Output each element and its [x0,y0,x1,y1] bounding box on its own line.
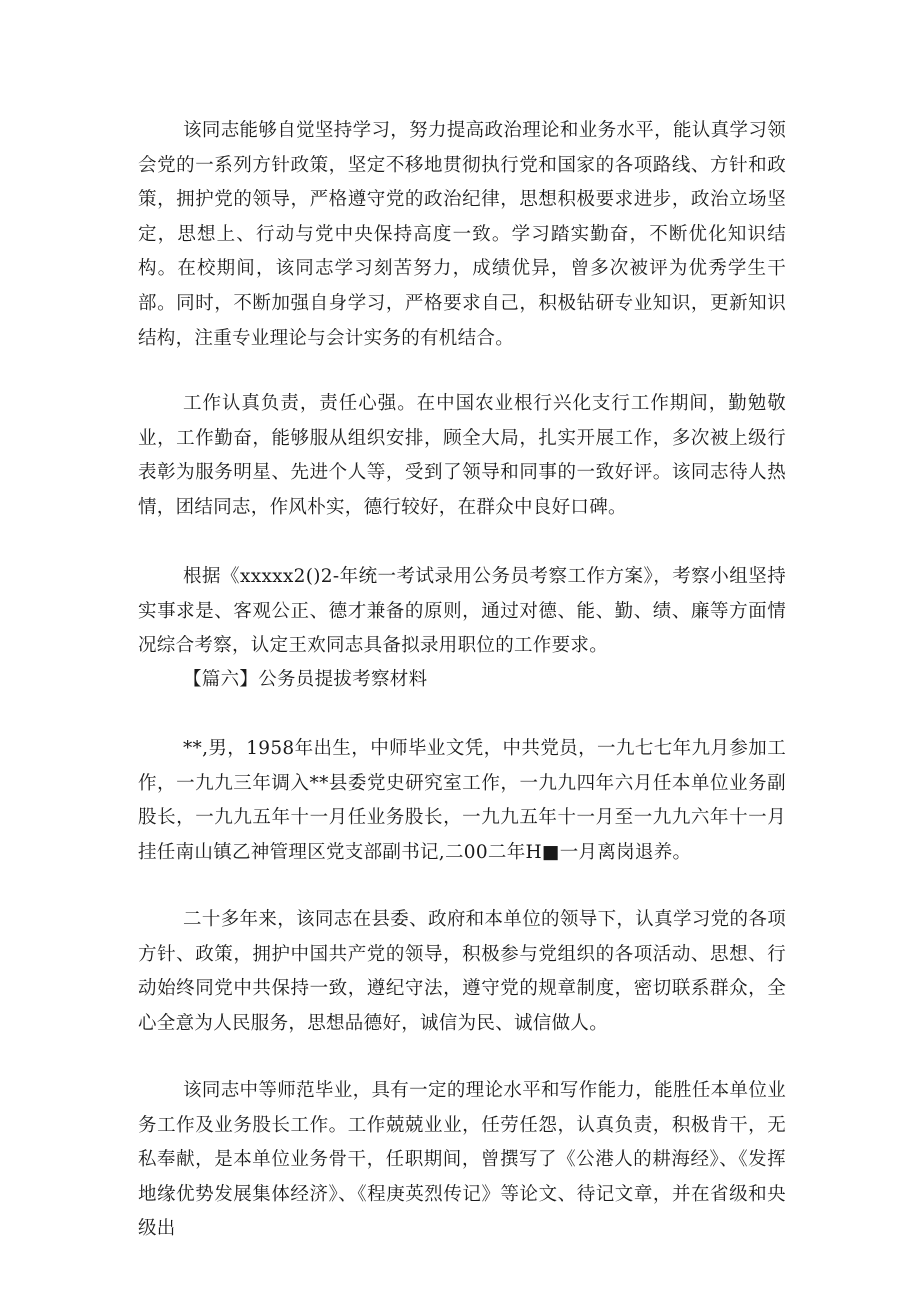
paragraph-work: 工作认真负责，责任心强。在中国农业根行兴化支行工作期间，勤勉敬业，工作勤奋，能够服从组织安排，顾全大局，扎实开展工作，多次被上级行表彰为服务明星、先进个人等，受到了领导和同事的一致好评。该同志待人热情，团结同志，作风朴实，德行较好，在群众中良好口碑。 [138,393,786,518]
paragraph-political: 二十多年来，该同志在县委、政府和本单位的领导下，认真学习党的各项方针、政策，拥护中国共产党的领导，积极参与党组织的各项活动、思想、行动始终同党中共保持一致，遵纪守法，遵守党的规章制度，密切联系群众，全心全意为人民服务，思想品德好，诚信为民、诚信做人。 [138,909,786,1034]
paragraph-ability: 该同志中等师范毕业，具有一定的理论水平和写作能力，能胜任本单位业务工作及业务股长工作。工作兢兢业业，任劳任怨，认真负责，积极肯干，无私奉献，是本单位业务骨干，任职期间，曾撰写了《公港人的耕海经》、《发挥地缘优势发展集体经济》、《程庚英烈传记》等论文、待记文章，并在省级和央级出 [138,1080,786,1240]
paragraph-study: 该同志能够自觉坚持学习，努力提高政治理论和业务水平，能认真学习领会党的一系列方针政策，坚定不移地贯彻执行党和国家的各项路线、方针和政策，拥护党的领导，严格遵守党的政治纪律，思想积极要求进步，政治立场坚定，思想上、行动与党中央保持高度一致。学习踏实勤奋，不断优化知识结构。在校期间，该同志学习刻苦努力，成绩优异，曾多次被评为优秀学生干部。同时，不断加强自身学习，严格要求自己，积极钻研专业知识，更新知识结构，注重专业理论与会计实务的有机结合。 [138,120,786,349]
paragraph-conclusion: 根据《xxxxx2()2-年统一考试录用公务员考察工作方案》，考察小组坚持实事求是、客观公正、德才兼备的原则，通过对德、能、勤、绩、廉等方面情况综合考察，认定王欢同志具备拟录用职位的工作要求。 [138,566,786,657]
paragraph-biography: **,男，1958年出生，中师毕业文凭，中共党员，一九七七年九月参加工作，一九九三年调入**县委党史研究室工作，一九九四年六月任本单位业务副股长，一九九五年十一月任业务股长，一九九五年十一月至一九九六年十一月挂任南山镇乙神管理区党支部副书记,二00二年H■一月离岗退养。 [138,738,786,863]
section-heading: 【篇六】公务员提拔考察材料 [183,669,428,690]
